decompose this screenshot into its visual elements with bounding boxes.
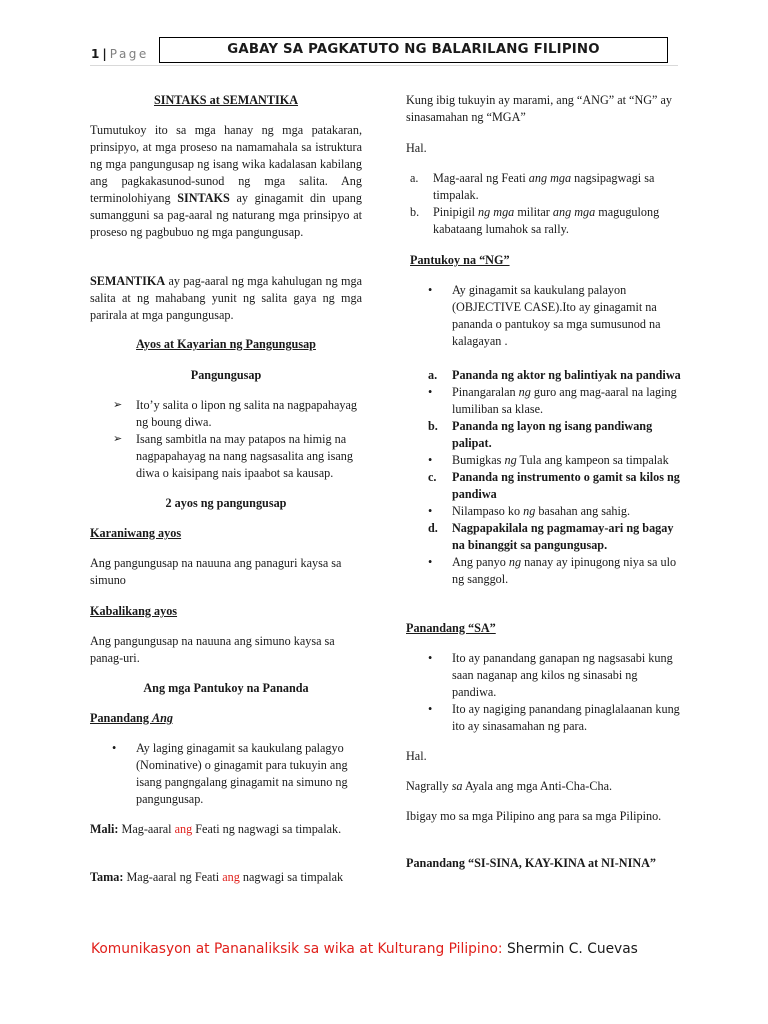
heading-panandang-sa: Panandang “SA” (406, 621, 496, 635)
example-text: Nagrally (406, 779, 452, 793)
sa-bullet-list (406, 650, 684, 735)
kabalikang-text: Ang pangungusap na nauuna ang simuno kaysa sa panag-uri. (90, 634, 335, 665)
heading-kabalikang-ayos: Kabalikang ayos (90, 604, 178, 618)
example-italic: ng (508, 555, 522, 569)
list-item (406, 469, 684, 503)
page-label: Page (109, 47, 149, 61)
list-item (90, 431, 362, 482)
ng-usage-list (406, 367, 684, 588)
example-text: nanay ay ipinugong niya sa ulo ng sanggol. (452, 555, 677, 586)
example-italic: ang mga (528, 171, 572, 185)
bullet-dot-icon: • (428, 504, 433, 518)
example-text: Ang panyo (452, 555, 509, 569)
list-item-text: Ito ay panandang ganapan ng nagsasabi kung saan naganap ang kilos ng sinasabi ng pandiwa. (452, 651, 673, 699)
example-text: Nilampaso ko (452, 504, 524, 518)
arrow-bullet-icon: ➢ (113, 433, 123, 445)
ang-bullet-list (90, 740, 362, 808)
mga-examples (406, 170, 684, 238)
usage-title: Pananda ng aktor ng balintiyak na pandiwa (452, 368, 681, 382)
mali-text-2: Feati ng nagwagi sa timpalak. (192, 822, 342, 836)
usage-title: Pananda ng layon ng isang pandiwang palipat. (452, 419, 653, 450)
semantika-text: ay pag-aaral ng mga kahulugan ng mga salita at ng mahabang yunit ng salita gaya ng mga parirala at mga pangungusap. (90, 274, 362, 322)
bullet-dot-icon: • (428, 702, 433, 716)
section-heading-sintaks: SINTAKS at SEMANTIKA (153, 93, 299, 107)
example-text: Tula ang kampeon sa timpalak (516, 453, 669, 467)
list-item-text: Ay laging ginagamit sa kaukulang palagyo (Nominative) o ginagamit para tukuyin ang isang pangngalang ginagamit na simuno ng pangungusap. (136, 741, 348, 806)
list-marker: c. (428, 470, 437, 484)
pangungusap-list (90, 397, 362, 482)
list-item (406, 503, 684, 520)
bullet-dot-icon: • (428, 651, 433, 665)
page-footer (91, 941, 638, 958)
mali-highlight: ang (174, 822, 193, 836)
mali-label: Mali: (90, 822, 119, 836)
semantika-paragraph (90, 273, 362, 324)
example-text: guro ang mag-aaral na laging lumiliban sa klase. (452, 385, 677, 416)
page-indicator (91, 46, 149, 63)
bullet-dot-icon: • (428, 555, 433, 569)
section-heading-pantukoy: Ang mga Pantukoy na Pananda (143, 681, 309, 695)
section-heading-pangungusap: Pangungusap (190, 368, 262, 382)
mali-example (90, 821, 362, 838)
mga-intro: Kung ibig tukuyin ay marami, ang “ANG” at “NG” ay sinasamahan ng “MGA” (406, 93, 673, 124)
sintaks-term: SINTAKS (177, 191, 230, 205)
heading-karaniwang-ayos: Karaniwang ayos (90, 526, 182, 540)
heading-text: Panandang (90, 711, 152, 725)
list-item (406, 650, 684, 701)
example-italic: ng (504, 453, 517, 467)
sa-example-1 (406, 778, 684, 795)
document-title: GABAY SA PAGKATUTO NG BALARILANG FILIPINO (159, 37, 668, 63)
bullet-dot-icon: • (112, 741, 117, 755)
list-marker: d. (428, 521, 438, 535)
list-item (406, 701, 684, 735)
tama-text-1: Mag-aaral ng Feati (123, 870, 223, 884)
example-text: Mag-aaral ng Feati (433, 171, 529, 185)
list-item (406, 554, 684, 588)
example-text: Ayala ang mga Anti-Cha-Cha. (462, 779, 613, 793)
list-item-text: Ay ginagamit sa kaukulang palayon (OBJECTIVE CASE).Ito ay ginagamit na pananda o pantukoy sa mga sumusunod na kalagayan . (452, 283, 661, 348)
usage-title: Pananda ng instrumento o gamit sa kilos ng pandiwa (452, 470, 680, 501)
list-item (406, 384, 684, 418)
sa-example-2: Ibigay mo sa mga Pilipino ang para sa mga Pilipino. (406, 809, 662, 823)
example-text: militar (514, 205, 553, 219)
mali-text-1: Mag-aaral (118, 822, 175, 836)
heading-italic: Ang (151, 711, 173, 725)
list-item (406, 204, 684, 238)
section-heading-2-ayos: 2 ayos ng pangungusap (165, 496, 287, 510)
page-number: 1 (91, 47, 100, 61)
heading-panandang-ang (90, 710, 362, 727)
example-italic: ng (523, 504, 536, 518)
list-item (406, 282, 684, 350)
example-text: Pinangaralan (452, 385, 519, 399)
list-item (406, 520, 684, 554)
list-marker: b. (428, 419, 438, 433)
sintaks-paragraph (90, 122, 362, 241)
list-marker: a. (428, 368, 438, 382)
bullet-dot-icon: • (428, 283, 433, 297)
list-item (90, 397, 362, 431)
karaniwang-text: Ang pangungusap na nauuna ang panaguri kaysa sa simuno (90, 556, 342, 587)
list-item (406, 367, 684, 384)
example-text: Bumigkas (452, 453, 505, 467)
list-item (406, 170, 684, 204)
footer-course: Komunikasyon at Pananaliksik sa wika at Kulturang Pilipino: (91, 941, 503, 957)
list-item-text: Ito’y salita o lipon ng salita na nagpapahayag ng boung diwa. (136, 398, 357, 429)
hal-label: Hal. (406, 141, 427, 155)
heading-pantukoy-ng: Pantukoy na “NG” (410, 253, 510, 267)
tama-label: Tama: (90, 870, 124, 884)
list-item-text: Isang sambitla na may patapos na himig na nagpapahayag na nang nagsasalita ang isang diwa o kaisipang nais ipaabot sa kausap. (136, 432, 353, 480)
tama-text-2: nagwagi sa timpalak (239, 870, 344, 884)
bullet-dot-icon: • (428, 385, 433, 399)
ng-bullet-list (406, 282, 684, 350)
tama-example (90, 869, 362, 886)
example-italic: sa (451, 779, 463, 793)
example-text: magugulong kabataang lumahok sa rally. (433, 205, 660, 236)
footer-author: Shermin C. Cuevas (502, 941, 638, 957)
list-marker: b. (410, 205, 420, 219)
list-marker: a. (410, 171, 419, 185)
page-separator: | (102, 47, 107, 61)
heading-si-sina: Panandang “SI-SINA, KAY-KINA at NI-NINA” (406, 856, 657, 870)
usage-title: Nagpapakilala ng pagmamay-ari ng bagay na binanggit sa pangungusap. (452, 521, 674, 552)
example-italic: ng mga (478, 205, 515, 219)
example-text: Pinipigil (433, 205, 479, 219)
header-divider (90, 65, 678, 66)
section-heading-ayos: Ayos at Kayarian ng Pangungusap (136, 337, 316, 351)
hal-label-2: Hal. (406, 749, 427, 763)
sintaks-text-2: ay ginagamit din upang sumangguni sa pag-aaral ng naturang mga prinsipyo at proseso ng pagbubuo ng mga pangungusap. (90, 191, 362, 239)
example-text: nagsipagwagi sa timpalak. (433, 171, 655, 202)
example-italic: ang mga (552, 205, 596, 219)
example-text: basahan ang sahig. (535, 504, 631, 518)
example-italic: ng (518, 385, 531, 399)
sintaks-text-1: Tumutukoy ito sa mga hanay ng mga patakaran, prinsipyo, at mga proseso na namamahala sa istruktura ng mga pangungusap ng isang wika kadalasan kabilang ang pagkakasunod-sunod ng mga salita. Ang terminolohiyang (90, 123, 362, 205)
bullet-dot-icon: • (428, 453, 433, 467)
tama-highlight: ang (222, 870, 240, 884)
list-item-text: Ito ay nagiging panandang pinaglalaanan kung ito ay sinasamahan ng para. (452, 702, 680, 733)
semantika-term: SEMANTIKA (90, 274, 166, 288)
list-item (90, 740, 362, 808)
arrow-bullet-icon: ➢ (113, 399, 123, 411)
list-item (406, 452, 684, 469)
list-item (406, 418, 684, 452)
